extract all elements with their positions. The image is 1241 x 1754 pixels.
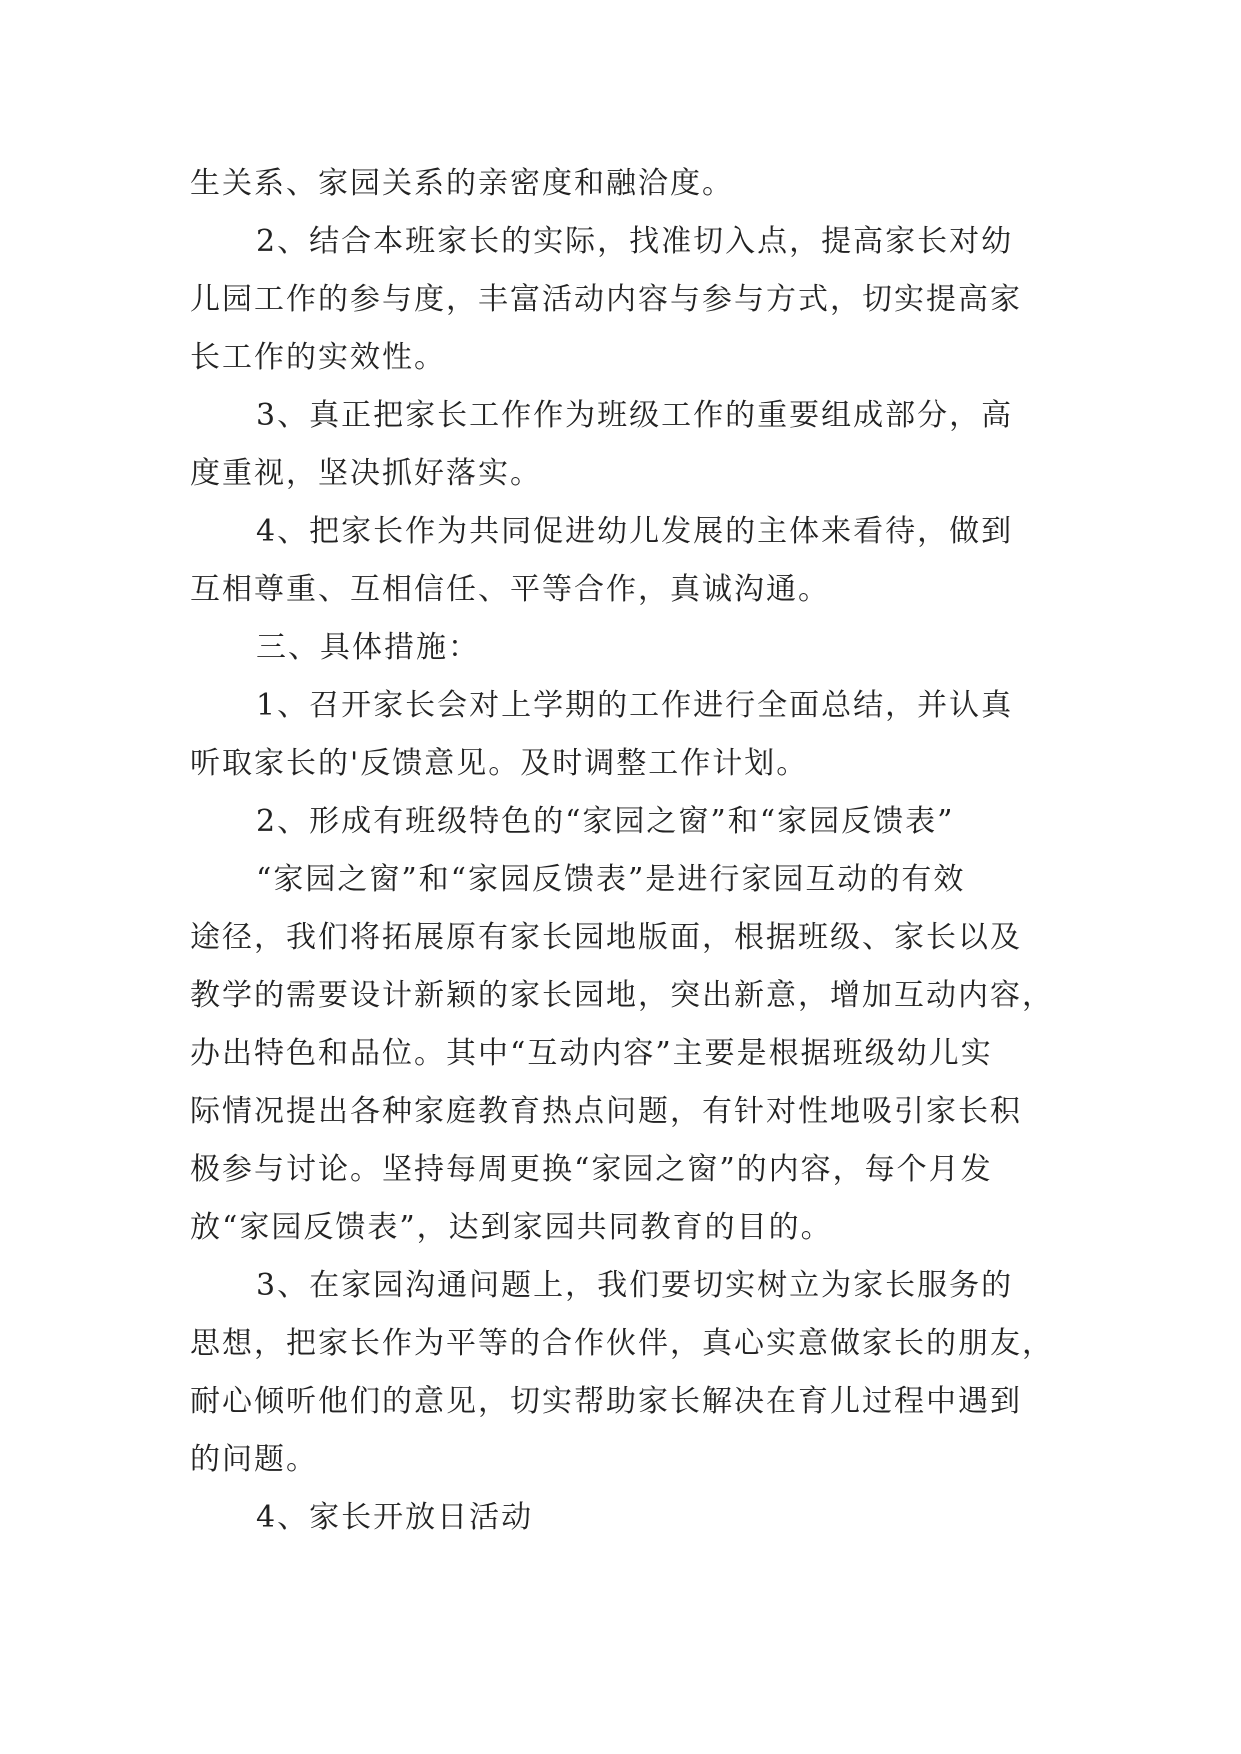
text-line: 办出特色和品位。其中“互动内容”主要是根据班级幼儿实 [190, 1036, 993, 1071]
text-line: 3、真正把家长工作作为班级工作的重要组成部分，高 [256, 398, 1014, 433]
text-line: 2、结合本班家长的实际，找准切入点，提高家长对幼 [256, 224, 1014, 259]
text-line: 的问题。 [190, 1442, 318, 1477]
section-heading: 三、具体措施： [256, 630, 480, 665]
text-line: 极参与讨论。坚持每周更换“家园之窗”的内容，每个月发 [190, 1152, 993, 1187]
text-line: 儿园工作的参与度，丰富活动内容与参与方式，切实提高家 [190, 282, 1022, 317]
text-line: 度重视，坚决抓好落实。 [190, 456, 542, 491]
text-line: 际情况提出各种家庭教育热点问题，有针对性地吸引家长积 [190, 1094, 1022, 1129]
text-line: 1、召开家长会对上学期的工作进行全面总结，并认真 [256, 688, 1014, 723]
text-line: 3、在家园沟通问题上，我们要切实树立为家长服务的 [256, 1268, 1014, 1303]
text-line: 途径，我们将拓展原有家长园地版面，根据班级、家长以及 [190, 920, 1022, 955]
text-line: 4、家长开放日活动 [256, 1500, 534, 1535]
text-line: 长工作的实效性。 [190, 340, 446, 375]
text-line: 耐心倾听他们的意见，切实帮助家长解决在育儿过程中遇到 [190, 1384, 1022, 1419]
document-body [190, 155, 1060, 1547]
text-line: 生关系、家园关系的亲密度和融洽度。 [190, 166, 734, 201]
text-line: 教学的需要设计新颖的家长园地，突出新意，增加互动内容， [190, 978, 1054, 1013]
text-line: 2、形成有班级特色的“家园之窗”和“家园反馈表” [256, 804, 955, 839]
text-line: 4、把家长作为共同促进幼儿发展的主体来看待，做到 [256, 514, 1014, 549]
text-line: 思想，把家长作为平等的合作伙伴，真心实意做家长的朋友， [190, 1326, 1054, 1361]
text-line: 互相尊重、互相信任、平等合作，真诚沟通。 [190, 572, 830, 607]
text-line: 放“家园反馈表”，达到家园共同教育的目的。 [190, 1210, 833, 1245]
text-line: “家园之窗”和“家园反馈表”是进行家园互动的有效 [256, 862, 966, 897]
text-line: 听取家长的'反馈意见。及时调整工作计划。 [190, 746, 809, 781]
